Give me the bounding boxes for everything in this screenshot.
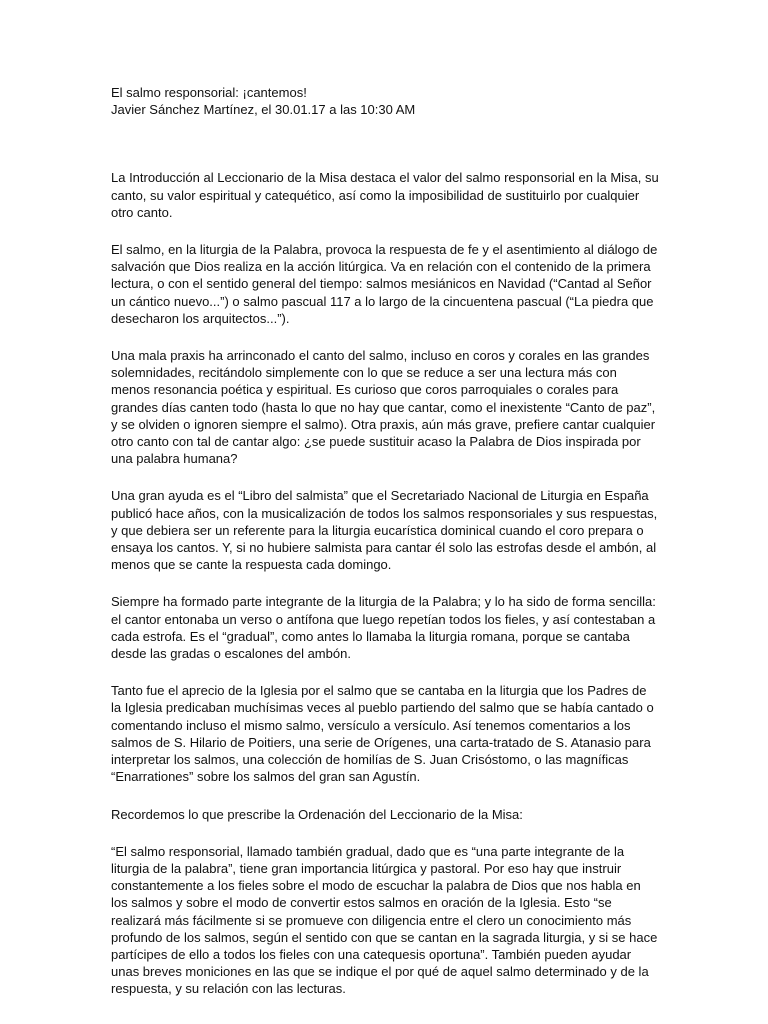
paragraph-3: Una mala praxis ha arrinconado el canto del salmo, incluso en coros y corales en las grandes solemnidades, recitándolo simplemente con lo que se reduce a ser una lectura más con menos resonancia poética y espiritual. Es curioso que coros parroquiales o corales para grandes días canten todo (hasta lo que no hay que cantar, como el inexistente “Canto de paz”, y se olviden o ignoren siempre el salmo). Otra praxis, aún más grave, prefiere cantar cualquier otro canto con tal de cantar algo: ¿se puede sustituir acaso la Palabra de Dios inspirada por una palabra humana?: [111, 348, 656, 467]
document-body: [111, 169, 659, 997]
paragraph-6: Tanto fue el aprecio de la Iglesia por el salmo que se cantaba en la liturgia que los Padres de la Iglesia predicaban muchísimas veces al pueblo partiendo del salmo que se había cantado o comentando incluso el mismo salmo, versículo a versículo. Así tenemos comentarios a los salmos de S. Hilario de Poitiers, una serie de Orígenes, una carta-tratado de S. Atanasio para interpretar los salmos, una colección de homilías de S. Juan Crisóstomo, o las magníficas “Enarrationes” sobre los salmos del gran san Agustín.: [111, 683, 654, 785]
document-byline: Javier Sánchez Martínez, el 30.01.17 a las 10:30 AM: [111, 102, 416, 118]
document-header: [111, 84, 659, 118]
paragraph-5: Siempre ha formado parte integrante de la liturgia de la Palabra; y lo ha sido de forma sencilla: el cantor entonaba un verso o antífona que luego repetían todos los fieles, y así contestaban a cada estrofa. Es el “gradual”, como antes lo llamaba la liturgia romana, porque se cantaba desde las gradas o escalones del ambón.: [111, 594, 656, 662]
document-page: [111, 84, 659, 998]
paragraph-7: Recordemos lo que prescribe la Ordenación del Leccionario de la Misa:: [111, 806, 523, 822]
paragraph-2: El salmo, en la liturgia de la Palabra, provoca la respuesta de fe y el asentimiento al diálogo de salvación que Dios realiza en la acción litúrgica. Va en relación con el contenido de la primera lectura, o con el sentido general del tiempo: salmos mesiánicos en Navidad (“Cantad al Señor un cántico nuevo...”) o salmo pascual 117 a lo largo de la cincuentena pascual (“La piedra que desecharon los arquitectos...”).: [111, 242, 658, 326]
paragraph-1: La Introducción al Leccionario de la Misa destaca el valor del salmo responsorial en la Misa, su canto, su valor espiritual y catequético, así como la imposibilidad de sustituirlo por cualquier otro canto.: [111, 170, 659, 220]
paragraph-8-quote: “El salmo responsorial, llamado también gradual, dado que es “una parte integrante de la liturgia de la palabra”, tiene gran importancia litúrgica y pastoral. Por eso hay que instruir constantemente a los fieles sobre el modo de escuchar la palabra de Dios que nos habla en los salmos y sobre el modo de convertir estos salmos en oración de la Iglesia. Esto “se realizará más fácilmente si se promueve con diligencia entre el clero un conocimiento más profundo de los salmos, según el sentido con que se cantan en la sagrada liturgia, y si se hace partícipes de ello a todos los fieles con una catequesis oportuna”. También pueden ayudar unas breves moniciones en las que se indique el por qué de aquel salmo determinado y de la respuesta, y su relación con las lecturas.: [111, 843, 658, 997]
document-title: El salmo responsorial: ¡cantemos!: [111, 85, 307, 100]
paragraph-4: Una gran ayuda es el “Libro del salmista” que el Secretariado Nacional de Liturgia en España publicó hace años, con la musicalización de todos los salmos responsoriales y sus respuestas, y que debiera ser un referente para la liturgia eucarística dominical cuando el coro prepara o ensaya los cantos. Y, si no hubiere salmista para cantar él solo las estrofas desde el ambón, al menos que se cante la respuesta cada domingo.: [111, 488, 658, 573]
